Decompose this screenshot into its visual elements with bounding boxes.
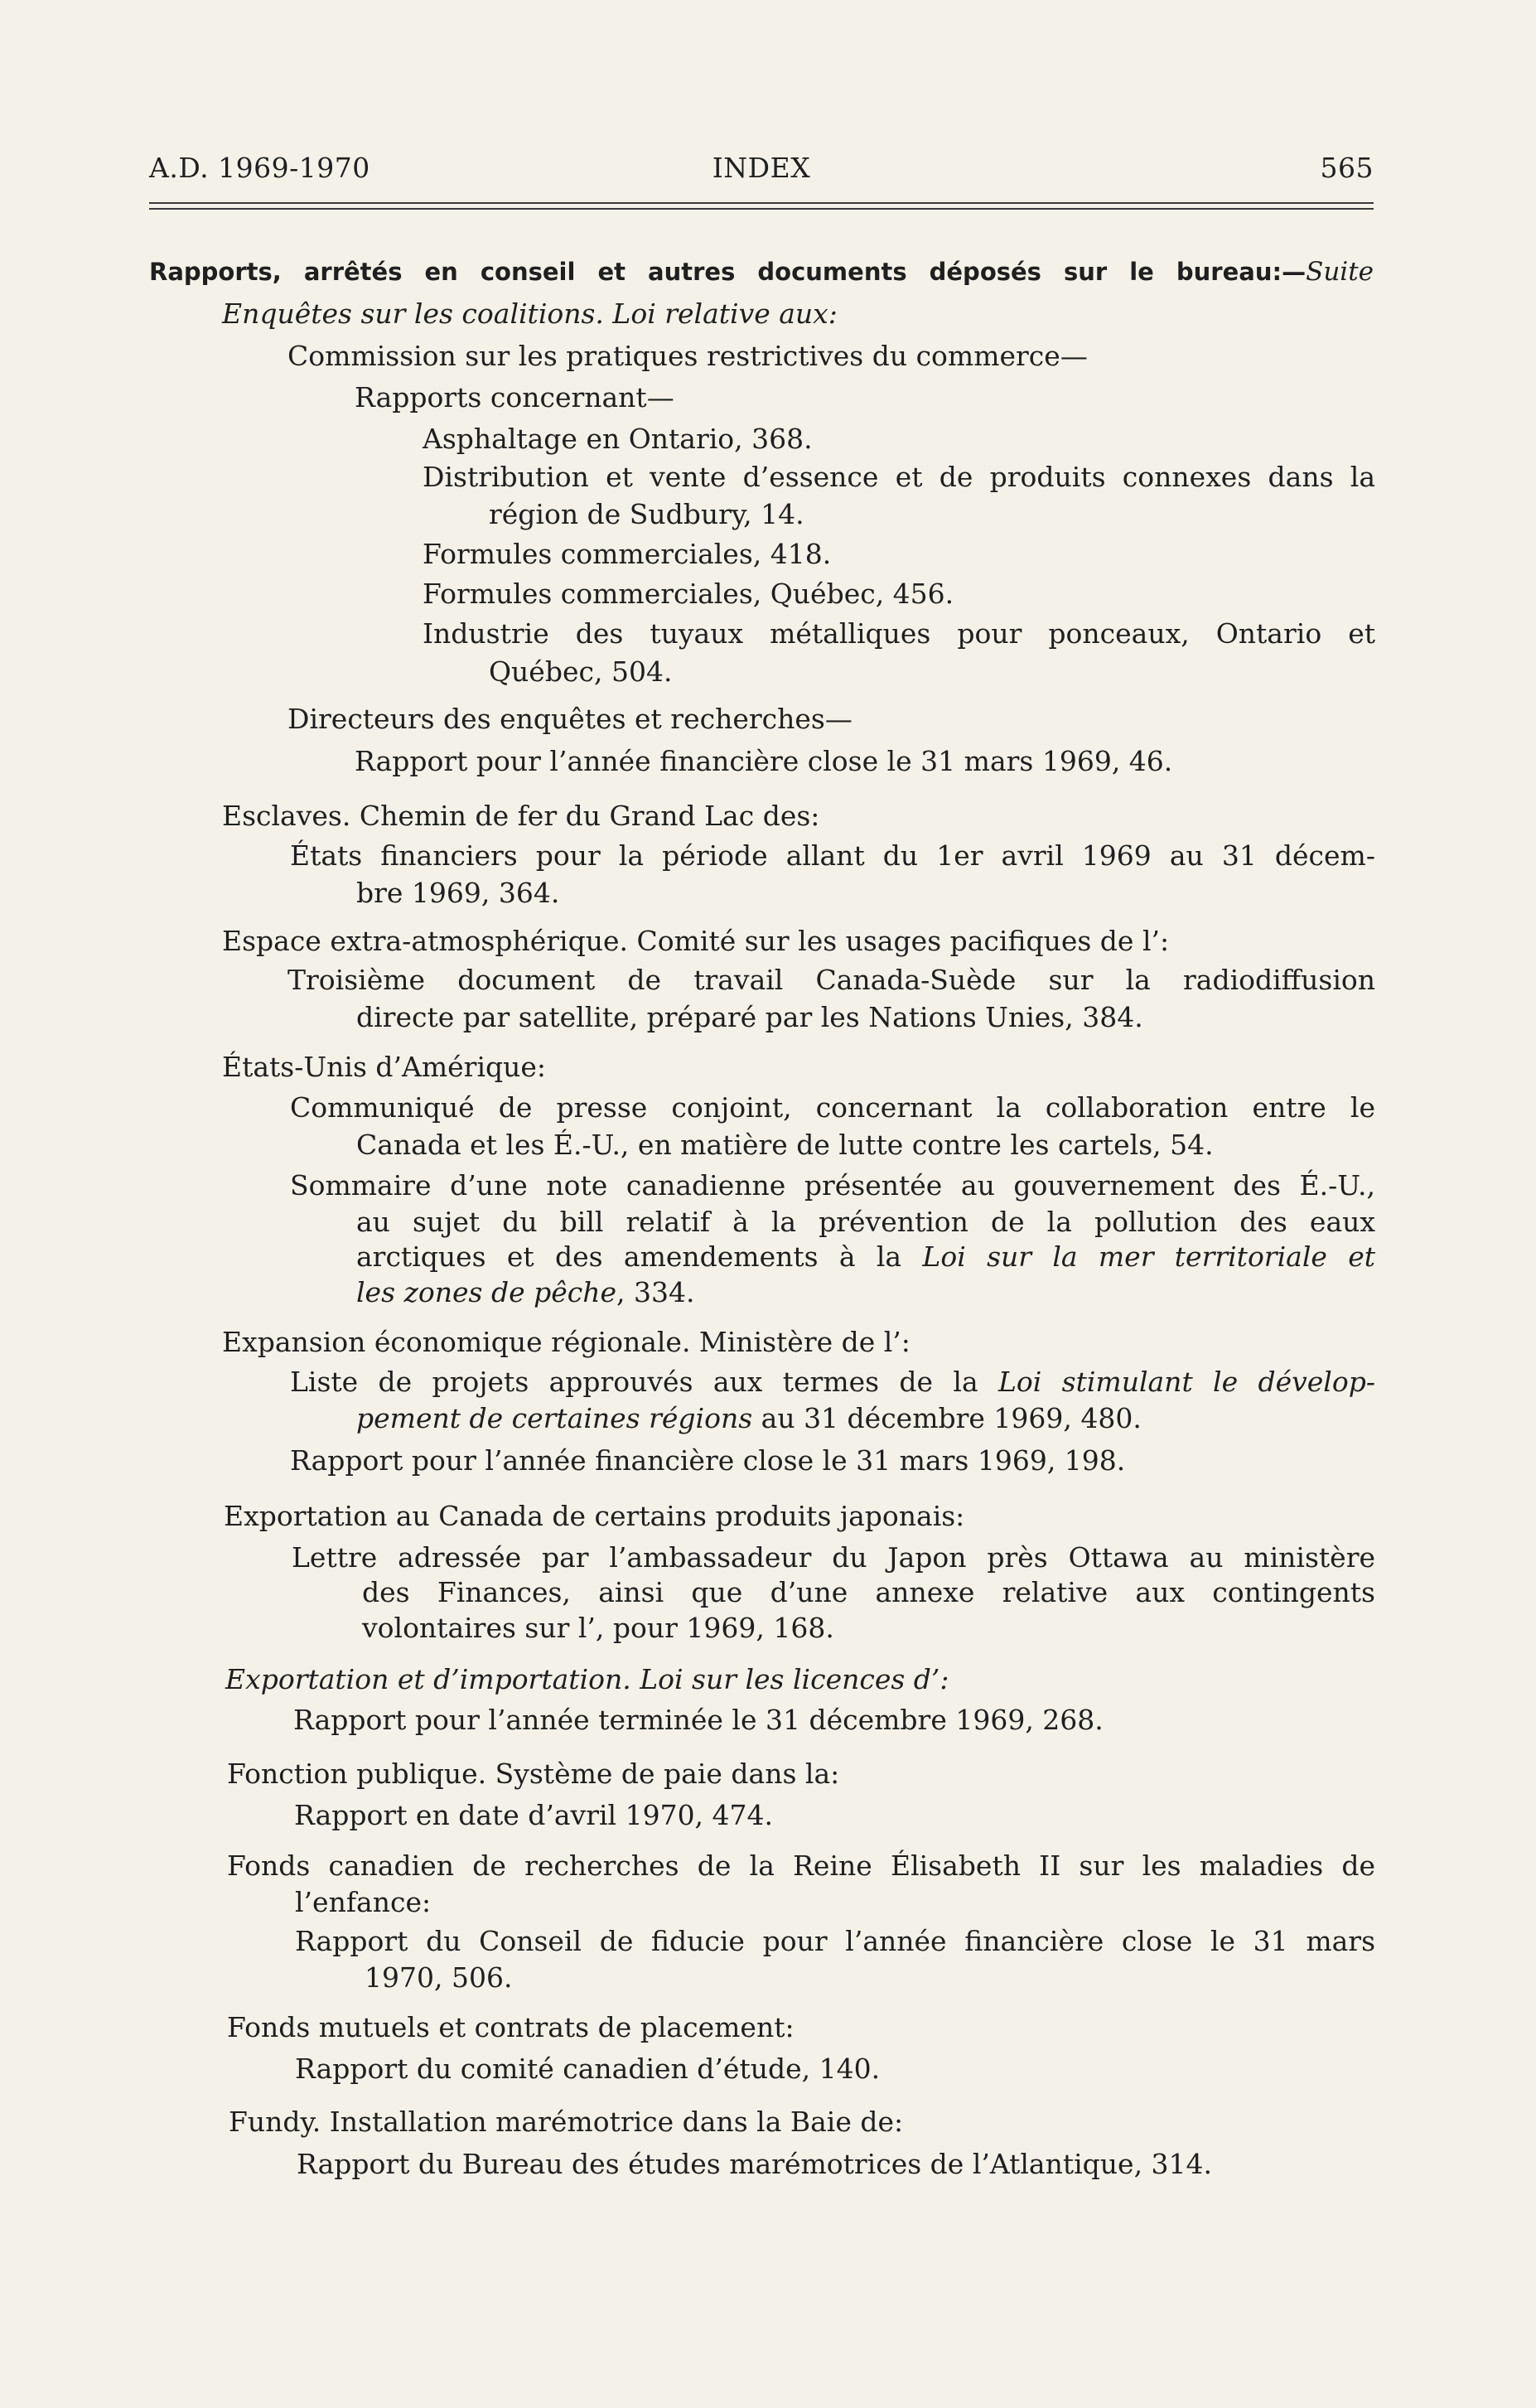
entry-rapport-1969-198: Rapport pour l’année financière close le 31 mars 1969, 198.	[290, 1444, 1126, 1477]
running-head	[149, 152, 1374, 188]
header-rule-bottom	[149, 208, 1374, 210]
loi-mer-territoriale: Loi sur la mer territoriale et	[922, 1240, 1376, 1273]
header-title: INDEX	[712, 152, 811, 184]
entry-expansion-economique: Expansion économique régionale. Ministère de l’:	[222, 1326, 910, 1358]
entry-etats-unis: États-Unis d’Amérique:	[222, 1051, 547, 1083]
entry-esclaves: Esclaves. Chemin de fer du Grand Lac des:	[222, 800, 820, 832]
entry-liste-projets-text: Liste de projets approuvés aux termes de la	[290, 1366, 998, 1398]
entry-liste-projets-cont	[356, 1400, 1142, 1438]
entry-espace: Espace extra-atmosphérique. Comité sur les usages pacifiques de l’:	[222, 925, 1170, 957]
entry-etats-financiers: États financiers pour la période allant du 1er avril 1969 au 31 décem-	[290, 839, 1375, 872]
entry-lettre-ambassadeur: Lettre adressée par l’ambassadeur du Japon près Ottawa au ministère	[292, 1541, 1375, 1574]
entry-rapport-avril-1970: Rapport en date d’avril 1970, 474.	[294, 1799, 774, 1831]
entry-sommaire-note-cont2	[356, 1238, 1375, 1276]
entry-industrie-tuyaux-cont: Québec, 504.	[489, 655, 673, 688]
entry-distribution-essence-cont: région de Sudbury, 14.	[489, 498, 804, 530]
section-suite: Suite	[1306, 257, 1374, 287]
page-number: 565	[1320, 152, 1374, 184]
entry-commission-pratiques: Commission sur les pratiques restrictives du commerce—	[287, 340, 1088, 372]
entry-liste-projets	[290, 1363, 1375, 1401]
entry-lettre-ambassadeur-cont1: des Finances, ainsi que d’une annexe relative aux contingents	[362, 1576, 1375, 1608]
certaines-regions-date: au 31 décembre 1969, 480.	[752, 1402, 1142, 1434]
entry-sommaire-note-cont1: au sujet du bill relatif à la prévention de la pollution des eaux	[356, 1206, 1375, 1238]
entry-directeurs-enquetes: Directeurs des enquêtes et recherches—	[287, 703, 853, 735]
entry-troisieme-document: Troisième document de travail Canada-Suède sur la radiodiffusion	[287, 964, 1375, 996]
entry-troisieme-document-cont: directe par satellite, préparé par les Nations Unies, 384.	[356, 1001, 1143, 1033]
entry-asphaltage: Asphaltage en Ontario, 368.	[423, 423, 813, 455]
entry-communique-cont: Canada et les É.-U., en matière de lutte contre les cartels, 54.	[356, 1129, 1214, 1161]
entry-exportation-japonais: Exportation au Canada de certains produits japonais:	[224, 1500, 965, 1532]
header-rule-top	[149, 202, 1374, 204]
entry-fundy: Fundy. Installation marémotrice dans la Baie de:	[229, 2106, 904, 2138]
entry-communique: Communiqué de presse conjoint, concernant la collaboration entre le	[290, 1091, 1375, 1124]
entry-rapport-conseil-fiducie-cont: 1970, 506.	[365, 1961, 513, 1994]
entry-fonds-mutuels: Fonds mutuels et contrats de placement:	[227, 2011, 795, 2043]
entry-rapport-bureau-etudes: Rapport du Bureau des études marémotrices de l’Atlantique, 314.	[297, 2148, 1213, 2180]
zones-de-peche-page: , 334.	[616, 1276, 695, 1308]
header-years: A.D. 1969-1970	[149, 152, 370, 184]
section-heading-text: Rapports, arrêtés en conseil et autres documents déposés sur le bureau:—	[149, 258, 1307, 286]
zones-de-peche: les zones de pêche	[356, 1276, 617, 1308]
entry-formules-commerciales: Formules commerciales, 418.	[423, 538, 832, 570]
certaines-regions: pement de certaines régions	[356, 1402, 753, 1434]
entry-rapport-1969-268: Rapport pour l’année terminée le 31 décembre 1969, 268.	[293, 1704, 1104, 1736]
entry-rapport-comite-canadien: Rapport du comité canadien d’étude, 140.	[295, 2053, 881, 2085]
entry-rapport-1969-46: Rapport pour l’année financière close le 31 mars 1969, 46.	[355, 745, 1173, 777]
loi-stimulant: Loi stimulant le dévelop-	[997, 1366, 1375, 1398]
section-heading	[149, 253, 1374, 291]
entry-distribution-essence: Distribution et vente d’essence et de produits connexes dans la	[423, 461, 1375, 493]
entry-etats-financiers-cont: bre 1969, 364.	[356, 877, 560, 909]
entry-fonction-publique: Fonction publique. Système de paie dans la:	[227, 1758, 840, 1790]
entry-loi-licences: Exportation et d’importation. Loi sur les licences d’:	[225, 1663, 949, 1695]
entry-formules-commerciales-quebec: Formules commerciales, Québec, 456.	[423, 578, 954, 610]
entry-sommaire-note-cont3	[356, 1274, 695, 1312]
entry-enquetes-coalitions: Enquêtes sur les coalitions. Loi relative aux:	[222, 297, 838, 330]
entry-rapport-conseil-fiducie: Rapport du Conseil de fiducie pour l’année financière close le 31 mars	[295, 1925, 1375, 1957]
entry-rapports-concernant: Rapports concernant—	[355, 381, 674, 413]
entry-industrie-tuyaux: Industrie des tuyaux métalliques pour ponceaux, Ontario et	[423, 617, 1375, 650]
index-content	[149, 253, 1374, 291]
entry-fonds-reine-elisabeth-cont: l’enfance:	[295, 1886, 432, 1918]
entry-lettre-ambassadeur-cont2: volontaires sur l’, pour 1969, 168.	[362, 1612, 834, 1644]
entry-sommaire-note-cont2-text: arctiques et des amendements à la	[356, 1240, 923, 1273]
entry-sommaire-note: Sommaire d’une note canadienne présentée au gouvernement des É.-U.,	[290, 1169, 1375, 1202]
entry-fonds-reine-elisabeth: Fonds canadien de recherches de la Reine Élisabeth II sur les maladies de	[227, 1850, 1375, 1882]
